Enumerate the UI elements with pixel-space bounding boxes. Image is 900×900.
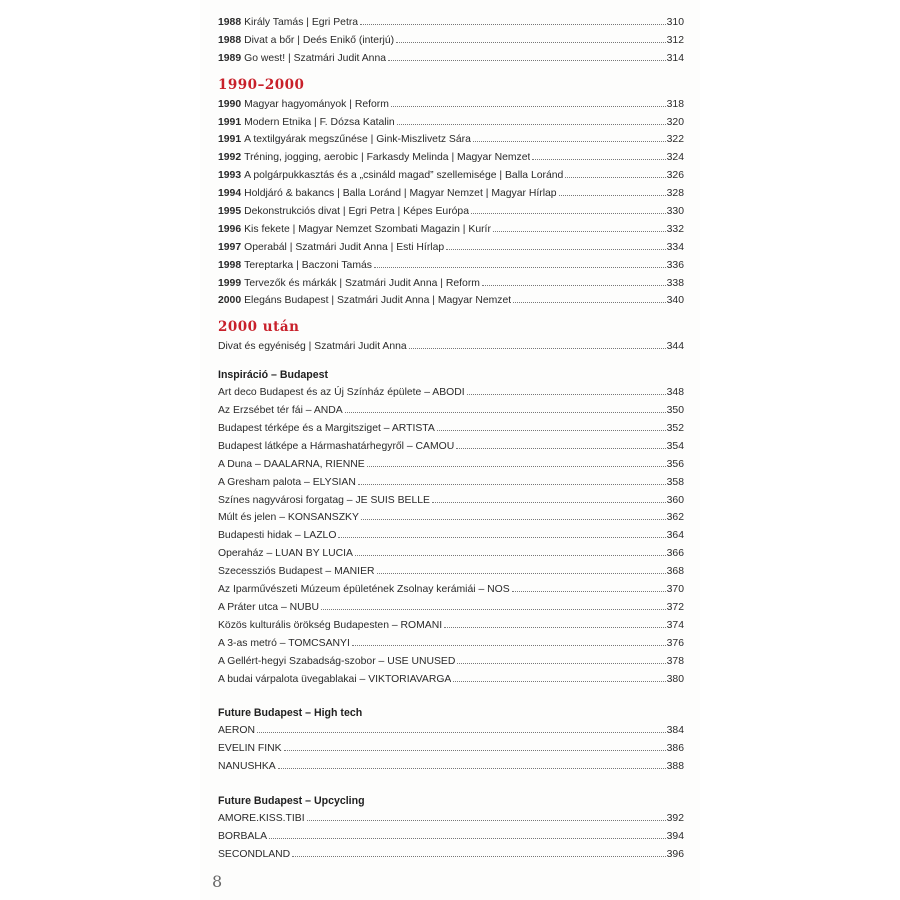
toc-entry-title: Operaház – LUAN BY LUCIA <box>218 548 353 560</box>
toc-entry-year: 1993 <box>218 170 242 182</box>
toc-entry-page-number: 310 <box>666 17 684 28</box>
toc-entry <box>218 509 684 527</box>
dot-leader <box>269 838 666 839</box>
section-heading-inspiracio: Inspiráció – Budapest <box>218 369 329 382</box>
dot-leader <box>493 231 666 232</box>
dot-leader <box>396 42 666 43</box>
toc-entry-title: SECONDLAND <box>218 848 291 860</box>
toc-entry-title: Közös kulturális örökség Budapesten – ROMANI <box>218 619 443 631</box>
dot-leader <box>367 466 666 467</box>
toc-entry-title: Modern Etnika | F. Dózsa Katalin <box>244 116 395 128</box>
toc-entry-page-number: 324 <box>666 152 684 164</box>
toc-entry-year: 1998 <box>218 259 242 271</box>
toc-entry-title: Holdjáró & bakancs | Balla Loránd | Magyar Nemzet | Magyar Hírlap <box>244 188 557 200</box>
toc-entry-page-number: 372 <box>666 601 684 613</box>
toc-entry <box>218 203 684 221</box>
dot-leader <box>321 609 666 610</box>
toc-entry-page-number: 320 <box>666 116 684 128</box>
toc-entry-year: 1999 <box>218 277 242 289</box>
dot-leader <box>360 24 666 25</box>
toc-group-1990s <box>218 96 684 311</box>
toc-entry <box>218 131 684 149</box>
era-heading-1990-2000: 1990–2000 <box>218 76 305 93</box>
toc-entry <box>218 257 684 275</box>
dot-leader <box>284 750 666 751</box>
dot-leader <box>446 249 666 250</box>
toc-entry-title: EVELIN FINK <box>218 743 282 755</box>
dot-leader <box>457 663 665 664</box>
toc-entry-title: Art deco Budapest és az Új Színház épülete – ABODI <box>218 387 465 399</box>
toc-entry-page-number: 362 <box>666 512 684 524</box>
toc-entry-page-number: 326 <box>666 170 684 182</box>
toc-entry-year: 1991 <box>218 116 242 128</box>
toc-entry <box>218 740 684 758</box>
dot-leader <box>391 106 666 107</box>
dot-leader <box>358 484 666 485</box>
toc-entry <box>218 292 684 310</box>
toc-entry-page-number: 394 <box>666 830 684 842</box>
dot-leader <box>444 627 666 628</box>
toc-entry-title: NANUSHKA <box>218 761 276 773</box>
toc-entry-title: Tervezők és márkák | Szatmári Judit Anna | Reform <box>244 277 480 289</box>
dot-leader <box>432 502 666 503</box>
toc-entry <box>218 96 684 114</box>
toc-entry-page-number: 314 <box>666 52 684 64</box>
toc-entry-title: BORBALA <box>218 830 268 842</box>
toc-entry <box>218 384 684 402</box>
dot-leader <box>565 177 665 178</box>
page-number-folio: 8 <box>212 872 223 891</box>
toc-entry <box>218 221 684 239</box>
toc-entry <box>218 239 684 257</box>
toc-entry <box>218 635 684 653</box>
toc-entry-page-number: 368 <box>666 566 684 578</box>
toc-entry-page-number: 356 <box>666 458 684 470</box>
toc-entry <box>218 14 684 32</box>
toc-entry-page-number: 364 <box>666 530 684 542</box>
toc-group-high-tech <box>218 722 684 776</box>
toc-entry-year: 1997 <box>218 241 242 253</box>
toc-entry <box>218 492 684 510</box>
dot-leader <box>388 60 666 61</box>
dot-leader <box>361 519 666 520</box>
toc-entry-title: Magyar hagyományok | Reform <box>244 98 389 110</box>
toc-entry-title: A polgárpukkasztás és a „csináld magad” szellemisége | Balla Loránd <box>244 170 564 182</box>
toc-entry-page-number: 322 <box>666 134 684 146</box>
toc-entry-title: AERON <box>218 725 255 737</box>
toc-entry-page-number: 352 <box>666 423 684 435</box>
toc-entry-page-number: 388 <box>666 761 684 773</box>
toc-entry-page-number: 360 <box>666 494 684 506</box>
toc-entry <box>218 114 684 132</box>
toc-entry <box>218 563 684 581</box>
toc-entry-title: Az Iparművészeti Múzeum épületének Zsolnay kerámiái – NOS <box>218 584 510 596</box>
toc-entry-page-number: 380 <box>666 673 684 685</box>
dot-leader <box>409 348 666 349</box>
toc-entry-title: Szecessziós Budapest – MANIER <box>218 566 375 578</box>
toc-entry <box>218 456 684 474</box>
toc-entry-year: 1994 <box>218 188 242 200</box>
toc-entry <box>218 722 684 740</box>
toc-entry-year: 1990 <box>218 98 242 110</box>
section-heading-upcycling: Future Budapest – Upcycling <box>218 795 365 808</box>
dot-leader <box>292 856 665 857</box>
dot-leader <box>397 124 666 125</box>
dot-leader <box>482 285 666 286</box>
toc-entry <box>218 167 684 185</box>
toc-entry-page-number: 330 <box>666 206 684 218</box>
toc-entry-title: A Gellért-hegyi Szabadság-szobor – USE UNUSED <box>218 655 456 667</box>
dot-leader <box>437 430 666 431</box>
toc-entry-title: A Duna – DAALARNA, RIENNE <box>218 458 365 470</box>
toc-entry-title: Tréning, jogging, aerobic | Farkasdy Melinda | Magyar Nemzet <box>244 152 531 164</box>
dot-leader <box>453 681 665 682</box>
toc-entry-page-number: 350 <box>666 405 684 417</box>
toc-entry <box>218 758 684 776</box>
dot-leader <box>473 141 666 142</box>
toc-entry-year: 1992 <box>218 152 242 164</box>
toc-group-upcycling <box>218 810 684 864</box>
toc-entry <box>218 527 684 545</box>
toc-entry-year: 1988 <box>218 17 242 28</box>
toc-entry-title: AMORE.KISS.TIBI <box>218 813 305 825</box>
toc-entry-page-number: 386 <box>666 743 684 755</box>
toc-entry <box>218 846 684 864</box>
toc-entry-title: Múlt és jelen – KONSANSZKY <box>218 512 359 524</box>
toc-entry <box>218 185 684 203</box>
toc-entry-title: A budai várpalota üvegablakai – VIKTORIAVARGA <box>218 673 452 685</box>
toc-entry-year: 1991 <box>218 134 242 146</box>
toc-entry-page-number: 336 <box>666 259 684 271</box>
dot-leader <box>559 195 666 196</box>
toc-entry-page-number: 344 <box>666 341 684 353</box>
toc-entry-year: 1995 <box>218 206 242 218</box>
toc-entry <box>218 275 684 293</box>
toc-entry-page-number: 370 <box>666 584 684 596</box>
section-heading-high-tech: Future Budapest – High tech <box>218 707 363 720</box>
toc-entry-page-number: 384 <box>666 725 684 737</box>
dot-leader <box>257 732 666 733</box>
toc-entry-title: A textilgyárak megszűnése | Gink-Miszlivetz Sára <box>244 134 471 146</box>
toc-entry-title: Dekonstrukciós divat | Egri Petra | Képes Európa <box>244 206 469 218</box>
toc-entry-page-number: 366 <box>666 548 684 560</box>
toc-entry-title: Budapest térképe és a Margitsziget – ARTISTA <box>218 423 435 435</box>
toc-entry <box>218 828 684 846</box>
dot-leader <box>467 394 666 395</box>
toc-entry-title: A 3-as metró – TOMCSANYI <box>218 637 350 649</box>
era-heading-2000-utan: 2000 után <box>218 319 300 336</box>
toc-entry <box>218 438 684 456</box>
toc-entry <box>218 402 684 420</box>
toc-group-inspiracio <box>218 384 684 688</box>
dot-leader <box>512 591 666 592</box>
toc-entry <box>218 50 684 68</box>
toc-entry-page-number: 358 <box>666 476 684 488</box>
toc-entry-title: A Práter utca – NUBU <box>218 601 320 613</box>
toc-entry-year: 1988 <box>218 34 242 46</box>
toc-entry-title: Kis fekete | Magyar Nemzet Szombati Magazin | Kurír <box>244 223 491 235</box>
toc-entry-page-number: 378 <box>666 655 684 667</box>
toc-entry-page-number: 334 <box>666 241 684 253</box>
toc-entry <box>218 810 684 828</box>
toc-entry-page-number: 338 <box>666 277 684 289</box>
toc-entry <box>218 653 684 671</box>
toc-entry-title: Budapest látképe a Hármashatárhegyről – CAMOU <box>218 440 455 452</box>
toc-entry-page-number: 312 <box>666 34 684 46</box>
dot-leader <box>345 412 666 413</box>
dot-leader <box>471 213 666 214</box>
toc-entry <box>218 545 684 563</box>
toc-entry-page-number: 340 <box>666 295 684 307</box>
dot-leader <box>374 267 666 268</box>
dot-leader <box>355 555 666 556</box>
dot-leader <box>377 573 666 574</box>
toc-entry <box>218 474 684 492</box>
toc-entry-title: Az Erzsébet tér fái – ANDA <box>218 405 343 417</box>
toc-entry-title: A Gresham palota – ELYSIAN <box>218 476 356 488</box>
toc-entry-title: Színes nagyvárosi forgatag – JE SUIS BELLE <box>218 494 430 506</box>
dot-leader <box>532 159 665 160</box>
toc-entry-title: Go west! | Szatmári Judit Anna <box>244 52 387 64</box>
toc-entry-title: Operabál | Szatmári Judit Anna | Esti Hírlap <box>244 241 445 253</box>
toc-entry <box>218 617 684 635</box>
toc-entry <box>218 671 684 689</box>
toc-entry-page-number: 318 <box>666 98 684 110</box>
dot-leader <box>338 537 665 538</box>
toc-entry-title: Tereptarka | Baczoni Tamás <box>244 259 372 271</box>
toc-entry <box>218 149 684 167</box>
toc-group-1980s <box>218 14 684 68</box>
toc-entry-page-number: 374 <box>666 619 684 631</box>
toc-entry-title: Divat a bőr | Deés Enikő (interjú) <box>244 34 395 46</box>
toc-entry-year: 1989 <box>218 52 242 64</box>
table-of-contents <box>218 14 684 864</box>
toc-entry <box>218 599 684 617</box>
toc-entry-page-number: 354 <box>666 440 684 452</box>
dot-leader <box>352 645 666 646</box>
toc-entry-title: Elegáns Budapest | Szatmári Judit Anna | Magyar Nemzet <box>244 295 512 307</box>
dot-leader <box>456 448 665 449</box>
toc-entry-page-number: 376 <box>666 637 684 649</box>
toc-entry-year: 1996 <box>218 223 242 235</box>
toc-group-2000-utan <box>218 338 684 356</box>
dot-leader <box>278 768 666 769</box>
dot-leader <box>307 820 666 821</box>
toc-entry-page-number: 348 <box>666 387 684 399</box>
dot-leader <box>513 302 666 303</box>
toc-entry-year: 2000 <box>218 295 242 307</box>
toc-entry-title: Budapesti hidak – LAZLO <box>218 530 337 542</box>
toc-entry-page-number: 392 <box>666 813 684 825</box>
toc-entry <box>218 420 684 438</box>
toc-entry <box>218 581 684 599</box>
toc-entry-title: Divat és egyéniség | Szatmári Judit Anna <box>218 341 407 353</box>
toc-entry-page-number: 328 <box>666 188 684 200</box>
toc-entry <box>218 32 684 50</box>
toc-entry-page-number: 332 <box>666 223 684 235</box>
toc-entry <box>218 338 684 356</box>
toc-entry-title: Király Tamás | Egri Petra <box>244 17 359 28</box>
toc-entry-page-number: 396 <box>666 848 684 860</box>
